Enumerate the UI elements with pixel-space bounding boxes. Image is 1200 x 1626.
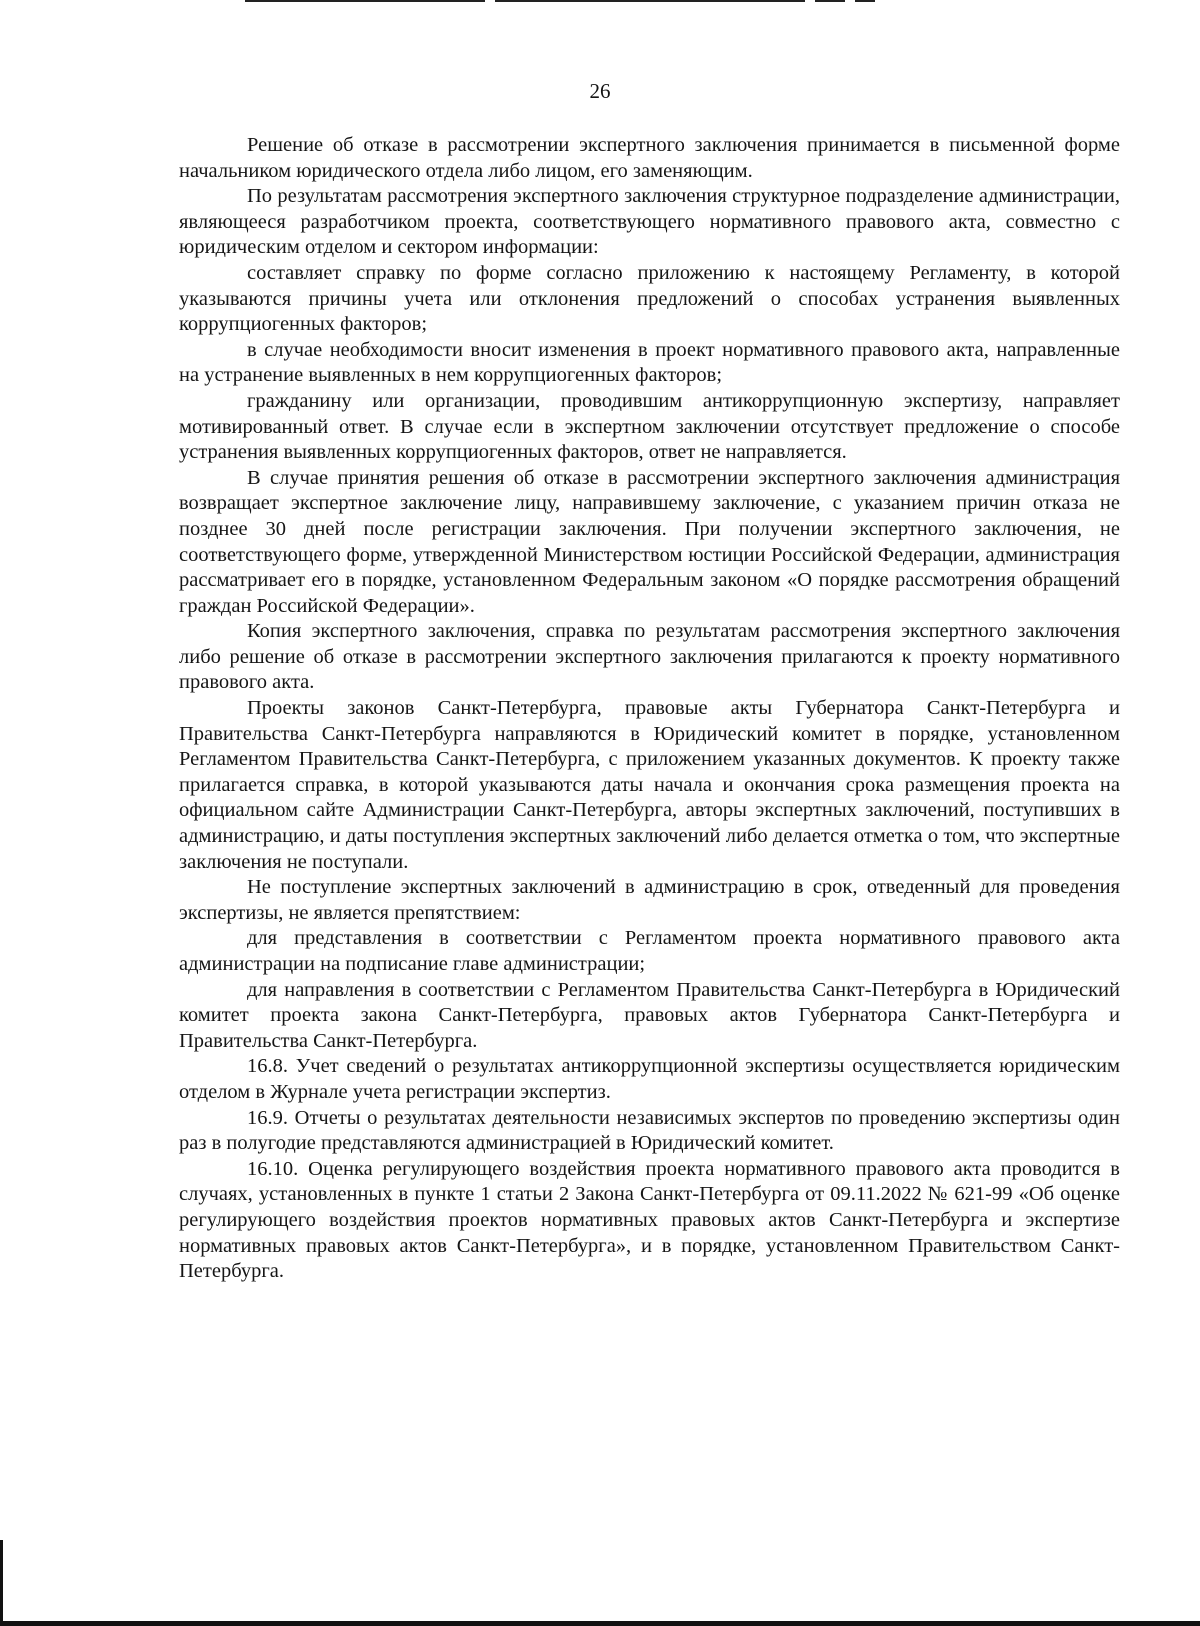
paragraph: В случае принятия решения об отказе в рассмотрении экспертного заключения администрация возвращает экспертное заключение лицу, направившему заключение, с указанием причин отказа не позднее 30 дней после регистрации заключения. При получении экспертного заключения, не соответствующего форме, утвержденной Министерством юстиции Российской Федерации, администрация рассматривает его в порядке, установленном Федеральным законом «О порядке рассмотрения обращений граждан Российской Федерации». xyxy=(179,466,1120,617)
scan-top-edge-marks xyxy=(245,0,895,3)
scan-bottom-edge xyxy=(0,1621,1200,1626)
paragraph: По результатам рассмотрения экспертного заключения структурное подразделение администрации, являющееся разработчиком проекта, соответствующего нормативного правового акта, совместно с юридическим отделом и сектором информации: xyxy=(179,185,1120,259)
scan-left-edge xyxy=(0,1540,3,1626)
paragraph: 16.10. Оценка регулирующего воздействия проекта нормативного правового акта проводится в случаях, установленных в пункте 1 статьи 2 Закона Санкт-Петербурга от 09.11.2022 № 621-99 «Об оценке регулирующего воздействия проектов нормативных правовых актов Санкт-Петербурга и экспертизе нормативных правовых актов Санкт-Петербурга», и в порядке, установленном Правительством Санкт-Петербурга. xyxy=(179,1157,1120,1283)
paragraph: Проекты законов Санкт-Петербурга, правовые акты Губернатора Санкт-Петербурга и Правительства Санкт-Петербурга направляются в Юридический комитет в порядке, установленном Регламентом Правительства Санкт-Петербурга, с приложением указанных документов. К проекту также прилагается справка, в которой указываются даты начала и окончания срока размещения проекта на официальном сайте Администрации Санкт-Петербурга, авторы экспертных заключений, поступивших в администрацию, и даты поступления экспертных заключений либо делается отметка о том, что экспертные заключения не поступали. xyxy=(179,697,1120,873)
paragraph: 16.9. Отчеты о результатах деятельности независимых экспертов по проведению экспертизы один раз в полугодие представляются администрацией в Юридический комитет. xyxy=(179,1106,1120,1155)
paragraph: Решение об отказе в рассмотрении экспертного заключения принимается в письменной форме начальником юридического отдела либо лицом, его заменяющим. xyxy=(179,134,1120,182)
page-number: 26 xyxy=(589,79,611,103)
paragraph: Не поступление экспертных заключений в администрацию в срок, отведенный для проведения экспертизы, не является препятствием: xyxy=(179,876,1120,924)
paragraph: в случае необходимости вносит изменения в проект нормативного правового акта, направленные на устранение выявленных в нем коррупциогенных факторов; xyxy=(179,338,1120,387)
paragraph: для представления в соответствии с Регламентом проекта нормативного правового акта администрации на подписание главе администрации; xyxy=(179,927,1120,975)
paragraph: для направления в соответствии с Регламентом Правительства Санкт-Петербурга в Юридический комитет проекта закона Санкт-Петербурга, правовых актов Губернатора Санкт-Петербурга и Правительства Санкт-Петербурга. xyxy=(179,978,1120,1052)
paragraph: 16.8. Учет сведений о результатах антикоррупционной экспертизы осуществляется юридическим отделом в Журнале учета регистрации экспертиз. xyxy=(179,1055,1120,1103)
paragraph: составляет справку по форме согласно приложению к настоящему Регламенту, в которой указываются причины учета или отклонения предложений о способах устранения выявленных коррупциогенных факторов; xyxy=(179,261,1120,336)
document-body xyxy=(179,133,1120,1285)
paragraph: Копия экспертного заключения, справка по результатам рассмотрения экспертного заключения либо решение об отказе в рассмотрении экспертного заключения прилагаются к проекту нормативного правового акта. xyxy=(179,620,1120,694)
paragraph: гражданину или организации, проводившим антикоррупционную экспертизу, направляет мотивированный ответ. В случае если в экспертном заключении отсутствует предложение о способе устранения выявленных коррупциогенных факторов, ответ не направляется. xyxy=(179,389,1120,464)
